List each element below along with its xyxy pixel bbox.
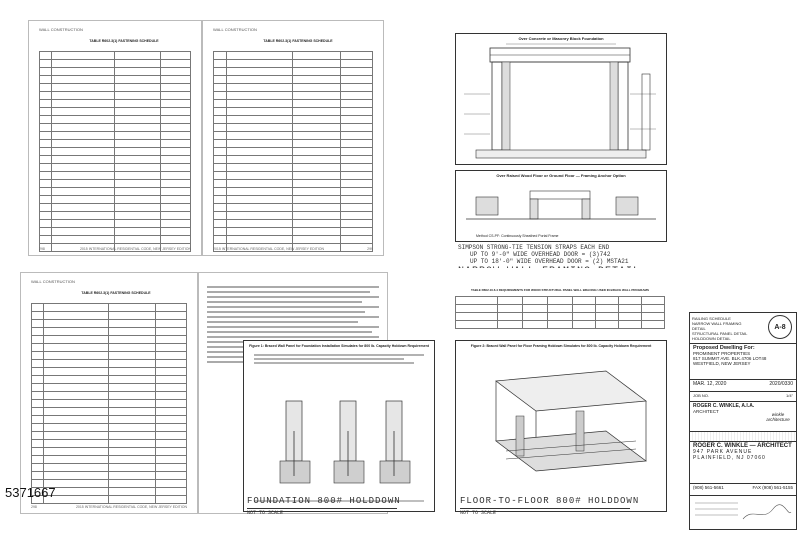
project-title: Proposed Dwelling For: [693, 345, 755, 351]
contact-row [690, 483, 796, 495]
job-number: 2020/0330 [769, 381, 793, 387]
fastening-table [39, 51, 191, 252]
detail-caption: Over Concrete or Masonry Block Foundation [518, 36, 604, 41]
figure-1-foundation-holddown [243, 340, 435, 512]
drawing-scale: 1/4" [786, 393, 793, 398]
page-footer: 2015 INTERNATIONAL RESIDENTIAL CODE, NEW JERSEY EDITION [79, 247, 191, 251]
fastening-table [31, 303, 187, 504]
phone-number: (908) 561-5661 [693, 485, 724, 490]
page-header: WALL CONSTRUCTION [39, 27, 83, 32]
page-header: WALL CONSTRUCTION [213, 27, 257, 32]
foundation-holddown-drawing [244, 341, 434, 511]
architect-name: ROGER C. WINKLE, A.I.A. [693, 403, 755, 409]
architect-block [690, 401, 796, 431]
table-title: TABLE R602.3(1) FASTENING SCHEDULE [89, 39, 159, 43]
not-to-scale-note: NOT TO SCALE [460, 510, 497, 516]
firm-logo: winkle architecture [766, 412, 790, 422]
code-page-bottom-left [20, 272, 198, 514]
framing-anchor-drawing [456, 171, 666, 241]
page-number: 298 [39, 247, 45, 251]
sheet-description: STRUCTURAL PANEL DETAIL [692, 331, 748, 336]
scale-row [690, 391, 796, 401]
sheet-description: RAILING SCHEDULE [692, 316, 731, 321]
client-name: PROMINENT PROPERTIES [693, 351, 751, 356]
foundation-holddown-title: FOUNDATION 800# HOLDDOWN [247, 496, 401, 506]
simpson-note-2: UP TO 9'-0" WIDE OVERHEAD DOOR = (3)742 [470, 251, 611, 258]
simpson-note-3: UP TO 18'-0" WIDE OVERHEAD DOOR = (2) MSTA21 [470, 258, 629, 265]
architect-signature [693, 497, 793, 527]
portal-frame-detail [455, 33, 667, 165]
drawn-by-label: JOB NO. [693, 393, 710, 398]
firm-block [690, 441, 796, 483]
sheet-description: HOLDDOWN DETAIL [692, 336, 731, 341]
table-title: TABLE R602.3(1) FASTENING SCHEDULE [81, 291, 151, 295]
figure-2-floor-holddown [455, 340, 667, 512]
architect-title: ARCHITECT [693, 409, 719, 414]
fastening-table [213, 51, 373, 252]
simpson-note-1: SIMPSON STRONG-TIE TENSION STRAPS EACH END [458, 244, 610, 251]
title-underline [460, 508, 630, 509]
title-underline [247, 508, 397, 509]
signature-strip [690, 431, 796, 441]
floor-holddown-drawing [456, 341, 666, 511]
seal-area [690, 495, 796, 529]
detail-caption: Over Raised Wood Floor or Ground Floor — Framing Anchor Option [496, 173, 626, 178]
fax-number: FAX (908) 561-5155 [752, 485, 793, 490]
framing-anchor-detail [455, 170, 667, 242]
page-number: 298 [31, 505, 37, 509]
title-block [689, 312, 797, 530]
not-to-scale-note: NOT TO SCALE [247, 510, 284, 516]
drawing-date: MAR. 12, 2020 [693, 381, 727, 387]
project-block [690, 343, 796, 379]
address-line-2: WESTFIELD, NEW JERSEY [693, 361, 751, 366]
table-title: TABLE R602.3(1) FASTENING SCHEDULE [263, 39, 333, 43]
sheet-description: NARROW WALL FRAMING [692, 321, 742, 326]
floor-holddown-title: FLOOR-TO-FLOOR 800# HOLDDOWN [460, 496, 640, 506]
firm-city: PLAINFIELD, NJ 07060 [693, 455, 766, 461]
figure-caption: Figure 2: Braced Wall Panel for Floor Framing Holdown Simulates for 800 lb. Capacity Holdown Requirement [470, 344, 652, 348]
code-page-top-right [202, 20, 384, 256]
table-caption: TABLE R602.10.6.4 REQUIREMENTS FOR WOOD STRUCTURAL PANEL WALL BRACING USED IN BRACE WALL PROGRAMS [470, 288, 649, 292]
sheet-number: A-8 [768, 315, 792, 339]
page-footer: 2015 INTERNATIONAL RESIDENTIAL CODE, NEW JERSEY EDITION [213, 247, 325, 251]
page-footer: 2015 INTERNATIONAL RESIDENTIAL CODE, NEW JERSEY EDITION [75, 505, 187, 509]
date-row [690, 379, 796, 391]
figure-caption: Figure 1: Braced Wall Panel for Foundation Installation Simulates for 800 lb. Capacity Holdown Requirement [249, 344, 429, 348]
requirements-grid [455, 296, 665, 329]
mls-number: 5371667 [5, 485, 56, 500]
firm-street: 947 PARK AVENUE [693, 449, 753, 455]
portal-frame-drawing [456, 34, 666, 164]
address-line-1: 817 SUMMIT AVE. BLK.4706 LOT48 [693, 356, 767, 361]
page-header: WALL CONSTRUCTION [31, 279, 75, 284]
sheet-description: DETAIL [692, 326, 706, 331]
firm-name: ROGER C. WINKLE — ARCHITECT [693, 443, 792, 449]
page-number: 299 [367, 247, 373, 251]
requirements-table-box [455, 290, 665, 328]
detail-subcaption: Method CS-PF: Continuously Sheathed Portal Frame [476, 234, 559, 238]
code-page-top-left [28, 20, 202, 256]
